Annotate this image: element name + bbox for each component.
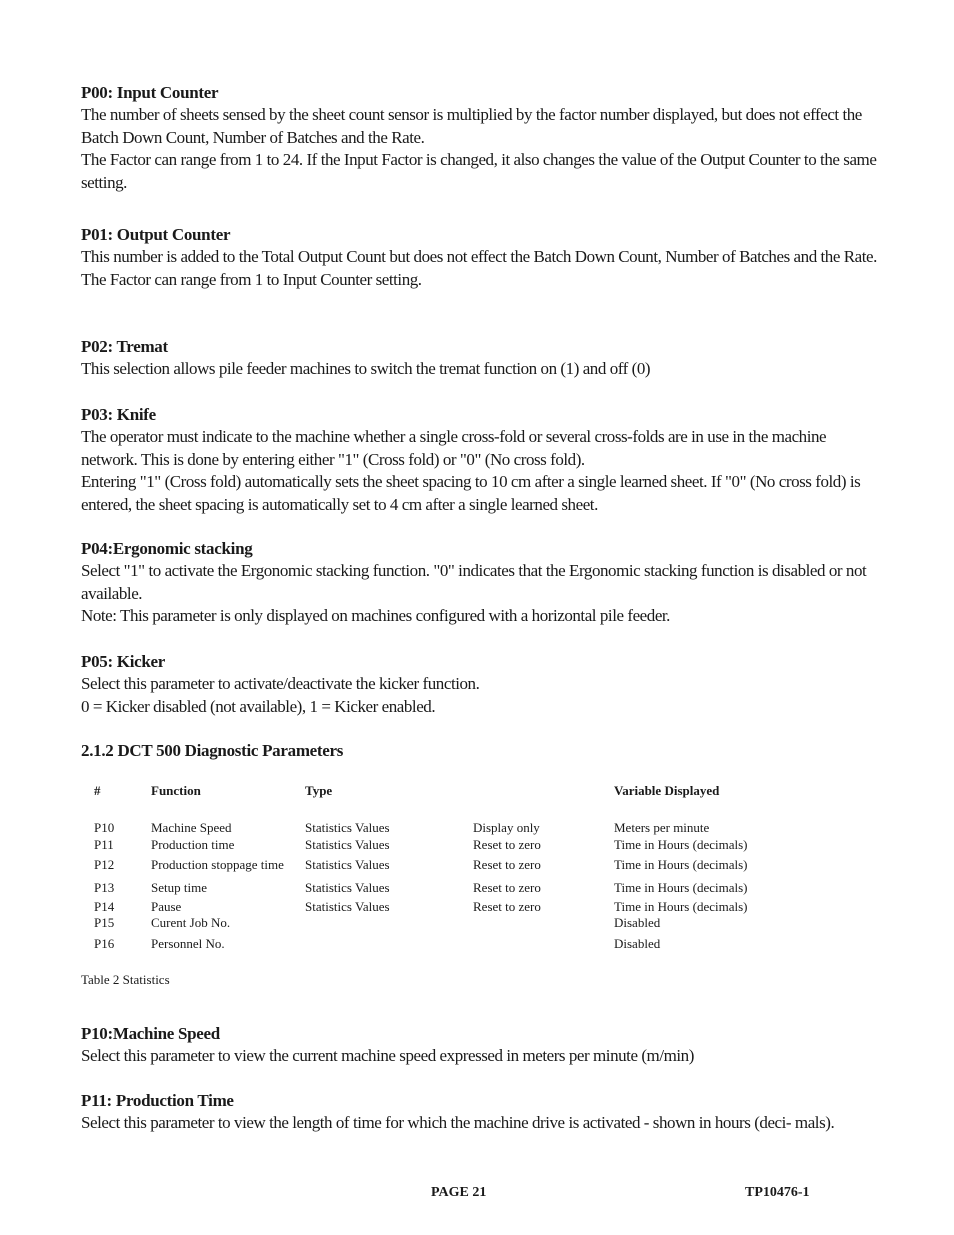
table-cell: P11 bbox=[94, 837, 114, 852]
table-cell: P14 bbox=[94, 899, 115, 914]
table-cell: Time in Hours (decimals) bbox=[614, 837, 748, 852]
section-p02 bbox=[81, 336, 881, 381]
table-header-type: Type bbox=[305, 783, 333, 798]
section-paragraph: Note: This parameter is only displayed on machines configured with a horizontal pile feeder. bbox=[81, 606, 670, 625]
table-header-variable: Variable Displayed bbox=[614, 783, 720, 798]
table-cell: Personnel No. bbox=[151, 936, 225, 951]
table-cell: Machine Speed bbox=[151, 820, 232, 835]
table-cell: Time in Hours (decimals) bbox=[614, 880, 748, 895]
section-paragraph: This number is added to the Total Output Count but does not effect the Batch Down Count, Number of Batches and the Rate. bbox=[81, 247, 877, 266]
section-p00 bbox=[81, 82, 881, 194]
document-number: TP10476-1 bbox=[745, 1185, 810, 1200]
section-p04 bbox=[81, 538, 881, 628]
table-cell: Production time bbox=[151, 837, 235, 852]
table-cell: Statistics Values bbox=[305, 880, 390, 895]
section-p05 bbox=[81, 651, 881, 718]
table-cell: P12 bbox=[94, 857, 115, 872]
section-paragraph: Select "1" to activate the Ergonomic stacking function. "0" indicates that the Ergonomic stacking function is disabled or not available. bbox=[81, 561, 867, 603]
subsection-heading: 2.1.2 DCT 500 Diagnostic Parameters bbox=[81, 741, 344, 760]
section-heading: P04:Ergonomic stacking bbox=[81, 539, 253, 558]
section-heading: P03: Knife bbox=[81, 405, 156, 424]
section-paragraph: The operator must indicate to the machine whether a single cross-fold or several cross-folds are in use in the machine network. This is done by entering either "1" (Cross fold) or "0" (No cross fold). bbox=[81, 427, 827, 469]
table-cell: P15 bbox=[94, 915, 115, 930]
table-cell: Production stoppage time bbox=[151, 857, 284, 872]
section-paragraph: The Factor can range from 1 to Input Counter setting. bbox=[81, 269, 422, 289]
table-cell: P10 bbox=[94, 820, 115, 835]
table-cell: Statistics Values bbox=[305, 899, 390, 914]
section-heading: P02: Tremat bbox=[81, 337, 168, 356]
section-paragraph: Select this parameter to activate/deactivate the kicker function. bbox=[81, 674, 480, 693]
table-cell: Statistics Values bbox=[305, 820, 390, 835]
table-cell: Time in Hours (decimals) bbox=[614, 857, 748, 872]
section-heading: P05: Kicker bbox=[81, 652, 166, 671]
table-cell: Reset to zero bbox=[473, 857, 541, 872]
section-heading: P00: Input Counter bbox=[81, 83, 219, 102]
table-cell: Reset to zero bbox=[473, 899, 541, 914]
section-paragraph: This selection allows pile feeder machines to switch the tremat function on (1) and off (0) bbox=[81, 359, 651, 378]
table-cell: Pause bbox=[151, 899, 182, 914]
page-number: PAGE 21 bbox=[431, 1185, 487, 1200]
table-cell: Meters per minute bbox=[614, 820, 710, 835]
table-cell: P16 bbox=[94, 936, 115, 951]
section-heading: P10:Machine Speed bbox=[81, 1024, 220, 1043]
section-p03 bbox=[81, 404, 881, 516]
section-paragraph: Select this parameter to view the length of time for which the machine drive is activated - shown in hours (deci- mals). bbox=[81, 1113, 835, 1132]
section-paragraph: Select this parameter to view the current machine speed expressed in meters per minute (m/min) bbox=[81, 1046, 694, 1065]
table-cell: P13 bbox=[94, 880, 115, 895]
section-paragraph: The number of sheets sensed by the sheet count sensor is multiplied by the factor number displayed, but does not effect the Batch Down Count, Number of Batches and the Rate. bbox=[81, 105, 862, 147]
table-cell: Setup time bbox=[151, 880, 207, 895]
section-paragraph: 0 = Kicker disabled (not available), 1 = Kicker enabled. bbox=[81, 696, 436, 716]
section-paragraph: The Factor can range from 1 to 24. If the Input Factor is changed, it also changes the value of the Output Counter to the same setting. bbox=[81, 150, 877, 192]
table-cell: Disabled bbox=[614, 915, 661, 930]
table-cell: Disabled bbox=[614, 936, 661, 951]
section-heading: P11: Production Time bbox=[81, 1091, 234, 1110]
section-p01 bbox=[81, 224, 881, 291]
section-paragraph: Entering "1" (Cross fold) automatically sets the sheet spacing to 10 cm after a single learned sheet. If "0" (No cross fold) is entered, the sheet spacing is automatically set to 4 cm after a single learned sheet. bbox=[81, 472, 861, 514]
section-p11 bbox=[81, 1090, 881, 1135]
section-diagnostic-parameters bbox=[81, 740, 881, 762]
table-cell: Time in Hours (decimals) bbox=[614, 899, 748, 914]
table-cell: Reset to zero bbox=[473, 880, 541, 895]
table-cell: Statistics Values bbox=[305, 857, 390, 872]
table-caption: Table 2 Statistics bbox=[81, 972, 170, 987]
table-cell: Reset to zero bbox=[473, 837, 541, 852]
table-header-function: Function bbox=[151, 783, 201, 798]
table-cell: Statistics Values bbox=[305, 837, 390, 852]
section-heading: P01: Output Counter bbox=[81, 225, 231, 244]
section-p10 bbox=[81, 1023, 881, 1068]
table-cell: Curent Job No. bbox=[151, 915, 231, 930]
table-cell: Display only bbox=[473, 820, 540, 835]
table-header-number: # bbox=[94, 783, 101, 798]
